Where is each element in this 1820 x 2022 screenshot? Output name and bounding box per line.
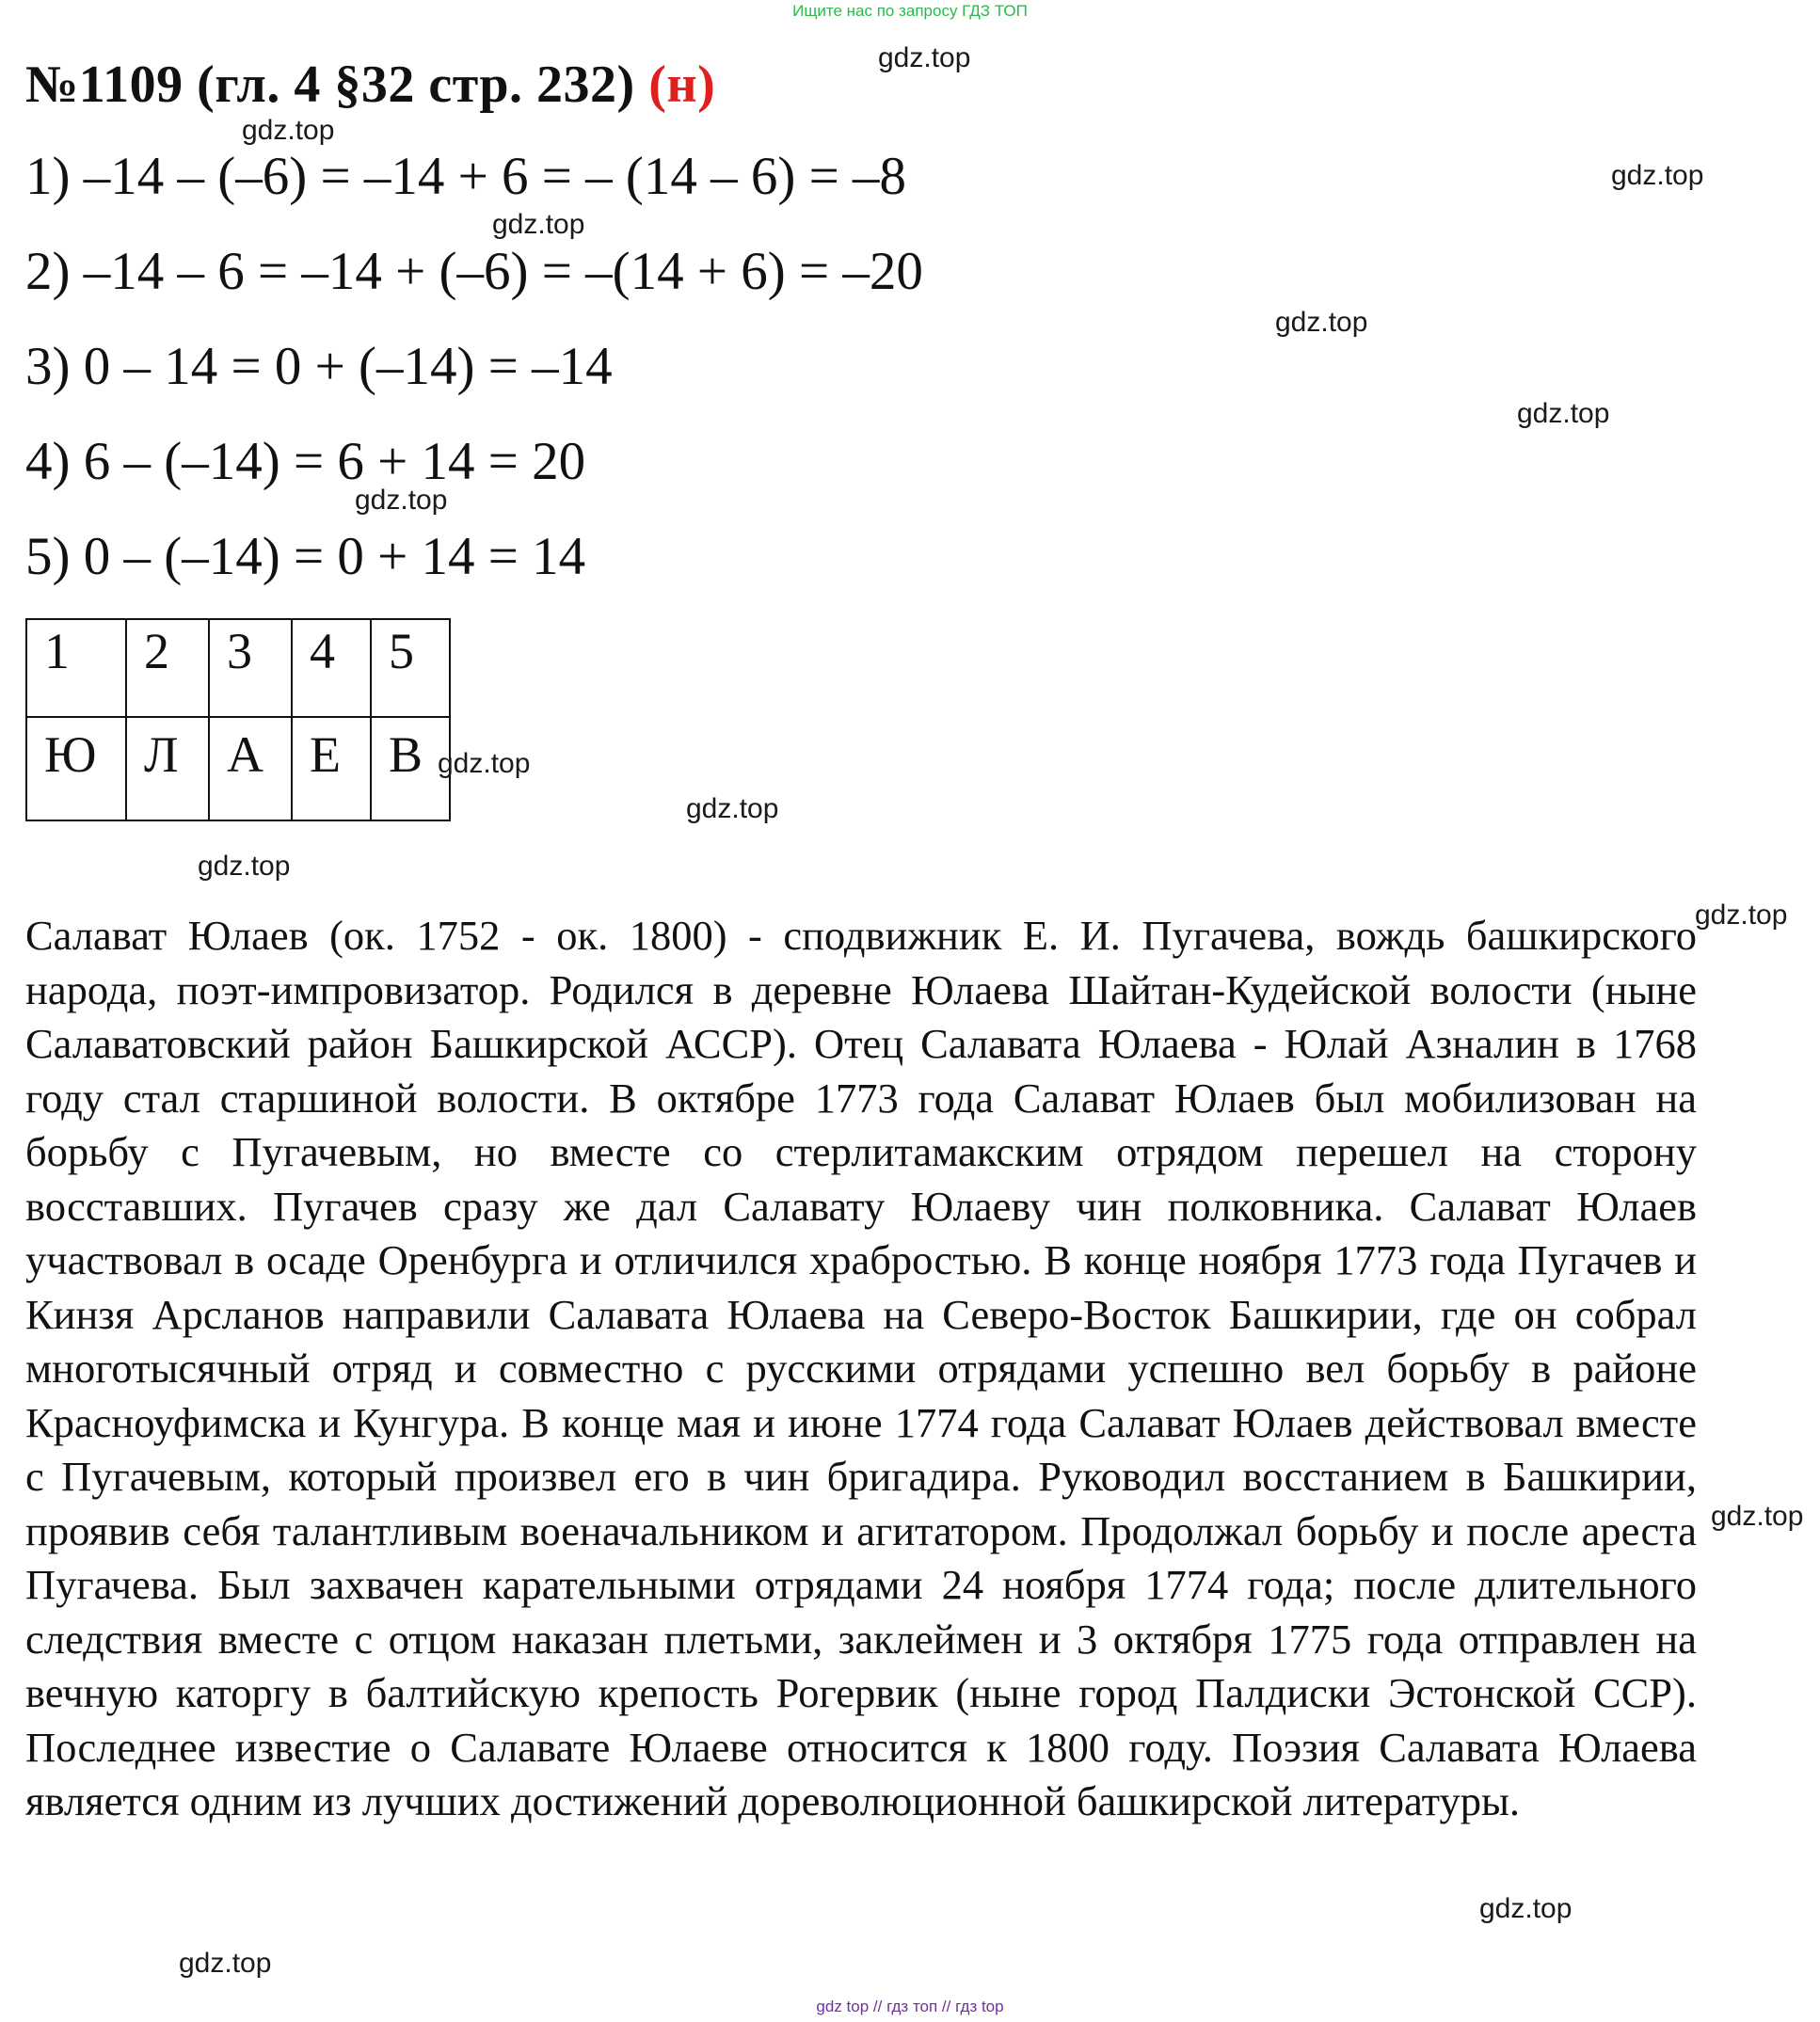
watermark: gdz.top xyxy=(179,1948,272,1979)
watermark: gdz.top xyxy=(878,42,971,73)
answer-letters-row xyxy=(26,717,450,820)
equation-1: 1) –14 – (–6) = –14 + 6 = – (14 – 6) = –8 xyxy=(25,147,906,206)
watermark: gdz.top xyxy=(492,209,585,240)
answer-letter: Л xyxy=(126,717,209,820)
answer-number: 4 xyxy=(292,619,371,717)
watermark: gdz.top xyxy=(1517,398,1610,429)
watermark: gdz.top xyxy=(198,851,291,882)
biography-text: Салават Юлаев (ок. 1752 - ок. 1800) - сподвижник Е. И. Пугачева, вождь башкирского народа, поэт-импровизатор. Родился в деревне Юлаева Шайтан-Кудейской волости (ныне Салаватовский район Башкирской АССР). Отец Салавата Юлаева - Юлай Азналин в 1768 году стал старшиной волости. В октябре 1773 года Салават Юлаев был мобилизован на борьбу с Пугачевым, но вместе со стерлитамакским отрядом перешел на сторону восставших. Пугачев сразу же дал Салавату Юлаеву чин полковника. Салават Юлаев участвовал в осаде Оренбурга и отличился храбростью. В конце ноября 1773 года Пугачев и Кинзя Арсланов направили Салавата Юлаева на Северо-Восток Башкирии, где он собрал многотысячный отряд и совместно с русскими отрядами успешно вел борьбу в районе Красноуфимска и Кунгура. В конце мая и июне 1774 года Салават Юлаев действовал вместе с Пугачевым, который произвел его в чин бригадира. Руководил восстанием в Башкирии, проявив себя талантливым военачальником и агитатором. Продолжал борьбу и после ареста Пугачева. Был захвачен карательными отрядами 24 ноября 1774 года; после длительного следствия вместе с отцом наказан плетьми, заклеймен и 3 октября 1775 года отправлен на вечную каторгу в балтийскую крепость Рогервик (ныне город Палдиски Эстонской ССР). Последнее известие о Салавате Юлаеве относится к 1800 году. Поэзия Салавата Юлаева является одним из лучших достижений дореволюционной башкирской литературы. xyxy=(25,912,1697,1824)
answer-number: 3 xyxy=(209,619,292,717)
equation-4: 4) 6 – (–14) = 6 + 14 = 20 xyxy=(25,432,586,491)
watermark: gdz.top xyxy=(1275,307,1368,338)
watermark: gdz.top xyxy=(1479,1893,1573,1924)
answer-letter: Е xyxy=(292,717,371,820)
answer-number: 1 xyxy=(26,619,126,717)
answer-number: 5 xyxy=(371,619,450,717)
watermark: gdz.top xyxy=(355,485,448,516)
difficulty-mark: (н) xyxy=(648,56,716,114)
watermark: gdz.top xyxy=(1611,160,1704,191)
exercise-title: №1109 (гл. 4 §32 стр. 232) xyxy=(25,56,635,114)
watermark: gdz.top xyxy=(242,115,335,146)
equation-5: 5) 0 – (–14) = 0 + 14 = 14 xyxy=(25,527,586,586)
answer-table xyxy=(25,618,451,821)
watermark: gdz.top xyxy=(1711,1501,1804,1532)
footer-links: gdz top // гдз топ // гдз top xyxy=(816,1998,1004,2015)
answer-numbers-row xyxy=(26,619,450,717)
watermark: gdz.top xyxy=(438,748,531,779)
answer-letter: А xyxy=(209,717,292,820)
answer-letter: В xyxy=(371,717,450,820)
page-title xyxy=(25,55,715,115)
search-banner: Ищите нас по запросу ГДЗ ТОП xyxy=(792,2,1028,20)
watermark: gdz.top xyxy=(686,793,779,824)
answer-number: 2 xyxy=(126,619,209,717)
equation-3: 3) 0 – 14 = 0 + (–14) = –14 xyxy=(25,337,613,396)
watermark: gdz.top xyxy=(1695,900,1788,931)
equation-2: 2) –14 – 6 = –14 + (–6) = –(14 + 6) = –20 xyxy=(25,242,923,301)
answer-letter: Ю xyxy=(26,717,126,820)
